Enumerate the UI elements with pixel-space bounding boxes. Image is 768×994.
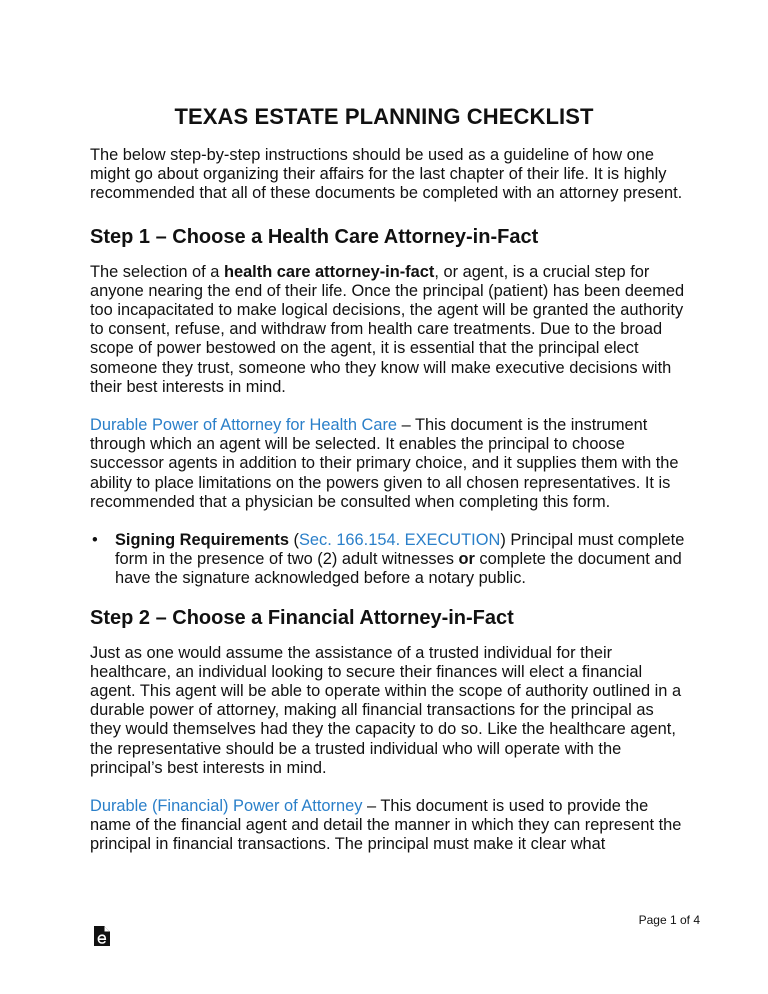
bullet-or-bold: or <box>458 550 475 569</box>
step1-paragraph-2 <box>90 416 685 512</box>
execution-section-link[interactable]: Sec. 166.154. EXECUTION <box>298 531 501 550</box>
intro-paragraph: The below step-by-step instructions should be used as a guideline of how one might go about organizing their affairs for the last chapter of their life. It is highly recommended that all of these documents be completed with an attorney present. <box>90 146 683 203</box>
signing-requirements-label: Signing Requirements <box>115 531 289 550</box>
step1-p1-prefix: The selection of a <box>90 262 224 281</box>
step2-p2-rest: – This document is used to provide the name of the financial agent and detail the manner in which they can represent the principal in financial transactions. The principal must make it clear what <box>90 797 682 854</box>
list-item <box>90 531 685 589</box>
document-body <box>90 146 685 855</box>
page-number: Page 1 of 4 <box>638 913 700 927</box>
step2-paragraph-2 <box>90 797 685 855</box>
health-care-poa-link[interactable]: Durable Power of Attorney for Health Care <box>90 416 398 435</box>
step1-paragraph-1 <box>90 263 685 397</box>
step2-heading: Step 2 – Choose a Financial Attorney-in-Fact <box>90 606 514 629</box>
step1-p1-bold: health care attorney-in-fact <box>223 262 435 281</box>
step1-p1-rest: , or agent, is a crucial step for anyone nearing the end of their life. Once the principal (patient) has been deemed too incapacitated to make logical decisions, the agent will be granted the authority to consent, refuse, and withdraw from health care treatments. Due to the broad scope of power bestowed on the agent, it is essential that the principal elect someone they trust, someone who they know will make executive decisions with their best interests in mind. <box>90 262 685 396</box>
step2-paragraph-1: Just as one would assume the assistance of a trusted individual for their healthcare, an individual looking to secure their finances will elect a financial agent. This agent will be able to operate within the scope of authority outlined in a durable power of attorney, making all financial transactions for the principal as they would themselves had they the capacity to do so. Like the healthcare agent, the representative should be a trusted individual who will operate with the principal’s best interests in mind. <box>90 643 682 777</box>
eforms-logo-icon <box>93 925 111 947</box>
step1-heading: Step 1 – Choose a Health Care Attorney-in-Fact <box>90 225 539 248</box>
step1-bullet-list <box>90 531 685 589</box>
bullet-end-text: complete the document and have the signature acknowledged before a notary public. <box>115 550 682 588</box>
bullet-mid-text: ) Principal must complete form in the presence of two (2) adult witnesses <box>115 531 685 569</box>
document-title: TEXAS ESTATE PLANNING CHECKLIST <box>174 104 594 129</box>
step1-p2-rest: – This document is the instrument through which an agent will be selected. It enables the principal to choose successor agents in addition to their primary choice, and it supplies them with the ability to place limitations on the powers given to all chosen representatives. It is recommended that a physician be consulted when completing this form. <box>90 416 679 511</box>
bullet-open-paren: ( <box>288 531 299 550</box>
financial-poa-link[interactable]: Durable (Financial) Power of Attorney <box>90 797 363 816</box>
bullet-icon: • <box>92 531 98 550</box>
